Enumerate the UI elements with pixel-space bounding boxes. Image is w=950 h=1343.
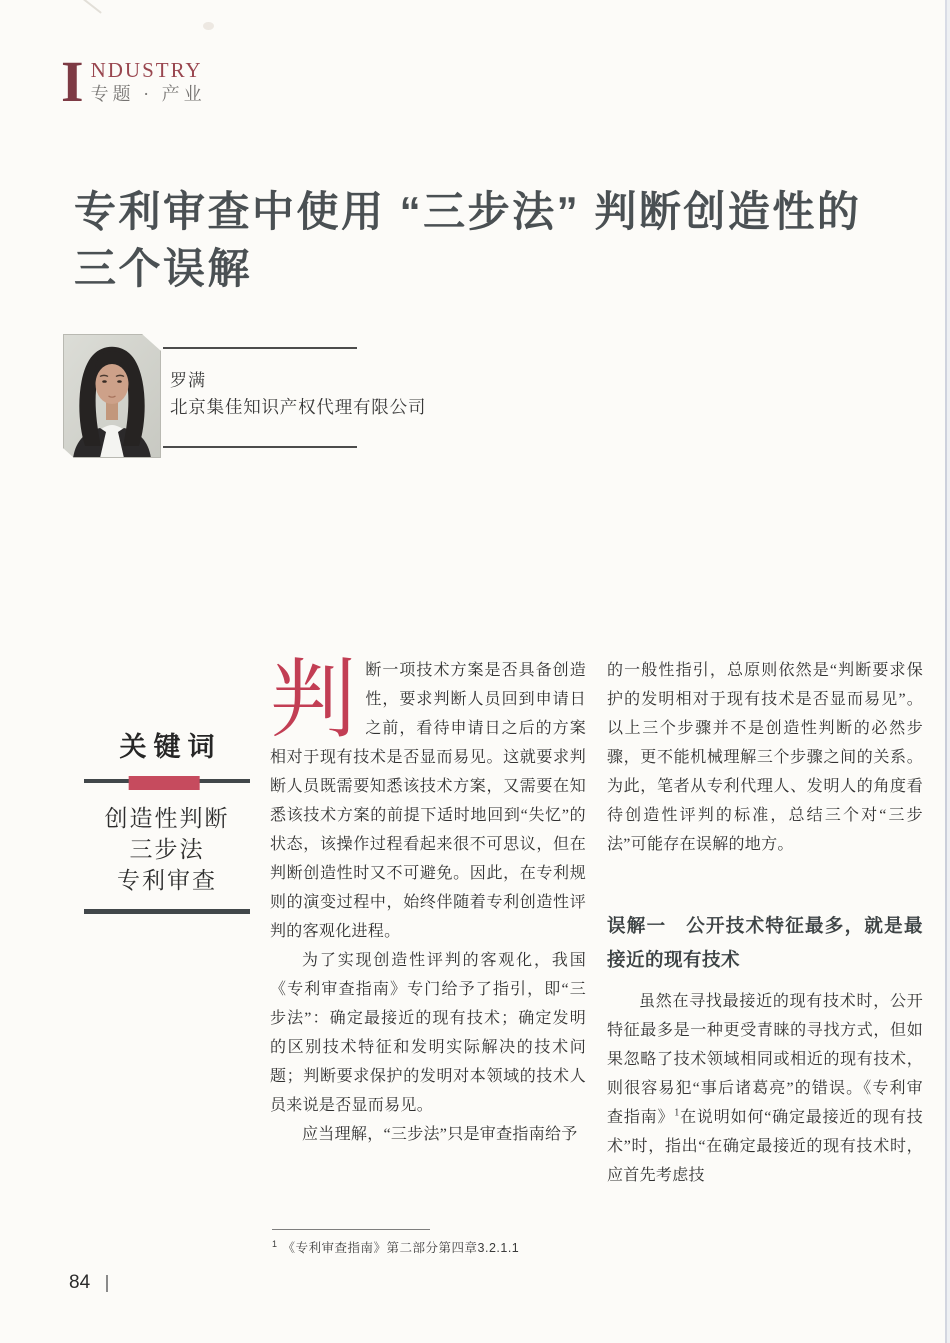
keyword-item: 创造性判断 [104, 806, 230, 831]
author-photo [63, 334, 161, 458]
keywords-panel [84, 731, 250, 914]
article-title [74, 183, 919, 297]
keywords-divider-accent [129, 776, 200, 790]
keywords-heading: 关键词 [119, 732, 222, 762]
masthead-subtitle: 专题 · 产业 [90, 84, 206, 104]
scan-edge-line [945, 0, 947, 1343]
keywords-bottom-rule [84, 909, 250, 914]
section-heading-misconception-1: 误解一 公开技术特征最多，就是最接近的现有技术 [607, 915, 923, 970]
footnote-marker: 1 [272, 1238, 278, 1249]
masthead-word: NDUSTRY [90, 58, 203, 82]
page-number-value: 84 [69, 1272, 91, 1293]
body-column-left [270, 652, 586, 1149]
scan-smudge-artifact [203, 22, 214, 30]
footnote [272, 1238, 519, 1256]
keyword-item: 三步法 [129, 837, 205, 862]
author-rule-top [163, 347, 357, 349]
keywords-divider [84, 776, 250, 790]
author-affiliation: 北京集佳知识产权代理有限公司 [170, 397, 427, 417]
paragraph-text: 在说明如何“确定最接近的现有技术”时，指出“在确定最接近的现有技术时，应首先考虑技 [607, 1109, 923, 1184]
keyword-item: 专利审查 [117, 868, 217, 893]
paragraph-text: 虽然在寻找最接近的现有技术时，公开特征最多是一种更受青睐的寻找方式，但如果忽略了技术领域相同或相近的现有技术，则很容易犯“事后诸葛亮”的错误。《专利审查指南》 [607, 993, 923, 1126]
body-column-right [607, 656, 923, 1190]
footnote-reference: 1 [674, 1107, 680, 1119]
paragraph-continuation: 的一般性指引，总原则依然是“判断要求保护的发明相对于现有技术是否显而易见”。以上三个步骤并不是创造性判断的必然步骤，更不能机械理解三个步骤之间的关系。为此，笔者从专利代理人、发明人的角度看待创造性评判的标准，总结三个对“三步法”可能存在误解的地方。 [607, 662, 923, 853]
paragraph-lead-text: 断一项技术方案是否具备创造性，要求判断人员回到申请日之前，看待申请日之后的方案相对于现有技术是否显而易见。这就要求判断人员既需要知悉该技术方案，又需要在知悉该技术方案的前提下适时地回到“失忆”的状态，该操作过程看起来很不可思议，但在判断创造性时又不可避免。因此，在专利规则的演变过程中，始终伴随着专利创造性评判的客观化进程。 [270, 662, 586, 940]
article-title-line2: 三个误解 [74, 245, 253, 292]
author-name: 罗满 [170, 371, 206, 390]
paragraph: 为了实现创造性评判的客观化，我国《专利审查指南》专门给予了指引，即“三步法”：确定最接近的现有技术；确定发明的区别技术特征和发明实际解决的技术问题；判断要求保护的发明对本领域的技术人员来说是否显而易见。 [270, 952, 586, 1114]
paragraph: 应当理解，“三步法”只是审查指南给予 [302, 1126, 578, 1143]
footnote-rule [272, 1229, 430, 1230]
page-number-divider [106, 1275, 108, 1292]
paragraph [607, 987, 923, 1190]
dropcap: 判 [270, 652, 357, 748]
article-title-line1: 专利审查中使用 “三步法” 判断创造性的 [74, 188, 862, 235]
masthead [61, 49, 206, 114]
scan-scratch-artifact [80, 0, 102, 14]
paragraph-lead [270, 652, 586, 946]
masthead-initial-letter: I [61, 49, 84, 114]
author-rule-bottom [163, 446, 357, 448]
footnote-text: 《专利审查指南》第二部分第四章3.2.1.1 [282, 1241, 520, 1255]
page-number [69, 1272, 108, 1294]
